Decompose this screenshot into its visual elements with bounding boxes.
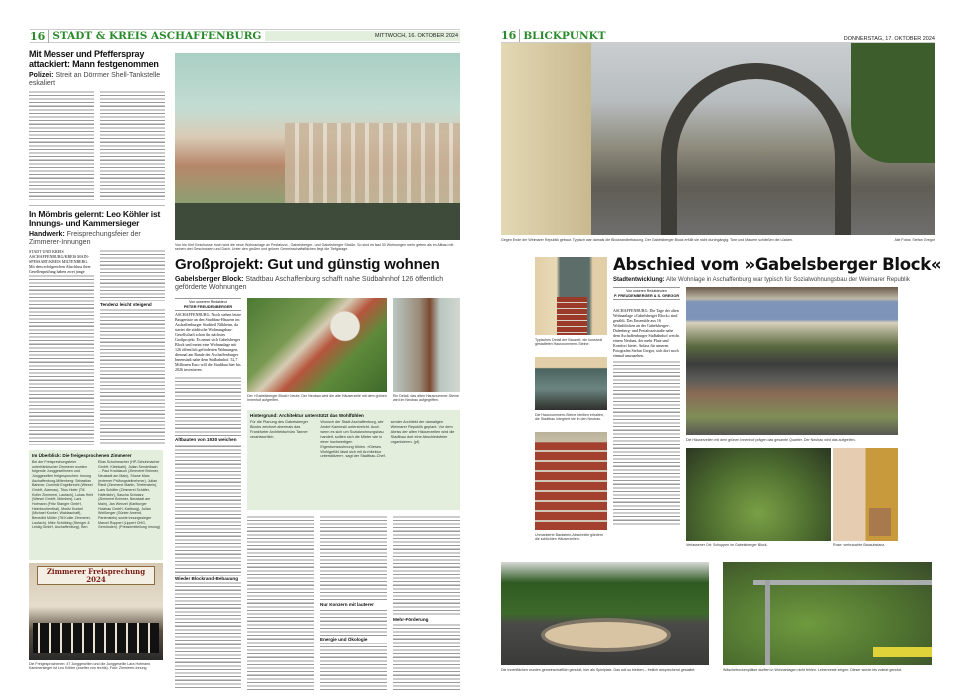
article-text-column — [100, 249, 165, 301]
photo-caption: Ein Detail, das alten Hausnummer-Steine wird im Neubau aufgegriffen. — [393, 394, 459, 403]
subheading: Energie und Ökologie — [320, 637, 387, 643]
section-title: STADT & KREIS ASCHAFFENBURG — [52, 30, 262, 42]
page-header-left — [30, 29, 460, 43]
zimmerer-banner: Zimmerer Freisprechung 2024 — [37, 566, 155, 585]
photo-caption: Die Innenflächen wurden gemeinschaftlich genutzt, hier als Spielplatz. Das soll so bleiben – freilich ansprechend gestaltet. — [501, 668, 696, 672]
photo-caption: Unmarkierte Backstein-Abschnitte gliedern die schlichten Häuserzeilen. — [535, 533, 603, 542]
photo-facade[interactable] — [833, 448, 898, 541]
section-title: BLICKPUNKT — [523, 29, 606, 42]
article-messer — [29, 50, 165, 200]
photo-caption: Die Freigesprochenen: 47 Junggesellen und die Junggesellin Lara Hofmann. Kammersieger ist Leo Köhler (zweiter von rechts). Foto: Zimmerer-Innung — [29, 662, 152, 671]
subheading: Wieder Blockrand-Bebauung — [175, 576, 241, 582]
photo-hausnummer-stone[interactable] — [535, 357, 607, 410]
headline-abschied[interactable]: Abschied vom »Gabelsberger Block« — [613, 255, 942, 274]
article-text-column — [175, 376, 241, 690]
photo-woman-hausnummer[interactable] — [393, 298, 460, 392]
article-moembris — [29, 210, 165, 445]
article-text-column — [29, 90, 94, 200]
photo-sandpit[interactable] — [501, 562, 709, 665]
dachzeile-messer: Polizei: Streit an Dörrmer Shell-Tankstelle eskaliert — [29, 71, 161, 87]
article-lead: ASCHAFFENBURG. Noch stehen letzte Baugerüste an den Stadtbau-Häusern im Aschaffenburger Stadtteil Nilkheim, da startet die städtische Wohnungsbau-Gesellschaft schon ihr nächstes Großprojekt. Es nennt sich Gabelsberger Block und meint eine Wohnanlage mit 126 öffentlich geförderten Wohnungen, diesmal am Rande der Aschaffenburger Innenstadt nahe dem Südbahnhof. 52,7 Millionen Euro will die Stadtbau hier bis 2026 investieren. — [175, 312, 241, 372]
article-text-column — [393, 515, 460, 690]
photo-caption: Die Häuserzeilen mit dem grünen Innenhof prägen das gesamte Quartier. Der Neubau wird das aufgreifen. — [686, 438, 856, 442]
article-text-column — [613, 360, 680, 525]
page-number: 16 — [501, 29, 520, 42]
photo-caption: Rose: verbrauchte Bausubstanz. — [833, 543, 886, 547]
photo-caption: Gegen Ende der Weimarer Republik gebaut. Typisch war damals die Blockrandbebauung. Der Gabelsberger Block erfüllt sie nicht durchgängig. Tore und Mauern schließen die Lücken. — [501, 238, 794, 242]
article-text-column — [247, 515, 314, 690]
photo-street-sign[interactable] — [535, 257, 607, 335]
article-text-column — [100, 308, 165, 445]
photo-gateway[interactable] — [501, 43, 935, 235]
page-number: 16 — [30, 30, 49, 43]
background-box: Hintergrund: Architektur unterstützt das Wohlfühlen Für die Planung des Gabelsberger Blocks zeichnet abermals das Frankfurter Architekturbüro Tanner verantwortlich. Wunsch der Stadt Aschaffenburg, wie André Kaminski unterstreicht. Auch wenn es sich um Sozialwohnungsbau handelt, sollten sich die Mieter wie in einer hochwertigen Eigentumswohnung fühlen. »Dieses Wohlgefühl lässt sich mit Architektur unterstützen«, sagt der Stadtbau-Chef. sender Architekt der damaligen Weimarer Republik geplant. Vor dem Abriss der alten Häuserzeilen wird die Stadtbau dort eine Abschiedsfeier organisieren. (pf) — [247, 410, 460, 510]
photo-caption: Wäschetrockenplätze durften in Wohnanlagen nicht fehlen. Leinenreste zeigen: Dieser wurde bis zuletzt genutzt. — [723, 668, 903, 672]
article-lead: ASCHAFFENBURG. Die Tage der alten Wohnanlage »Gabelsberger Block« sind gezählt. Das Ensemble aus 16 Wohnblöcken an der Gabelsberger-, Dalenberg- und Pestalozzistraße nahe dem Aschaffenburger Südbahnhof weicht einem Neubau, der mehr Platz und Komfort bietet. Anlass für unseren Fotografen Stefan Gregor, sich dort noch einmal umzusehen. — [613, 308, 680, 358]
headline-messer[interactable]: Mit Messer und Pfefferspray attackiert: Mann festgenommen — [29, 49, 159, 69]
headline-grossprojekt[interactable]: Großprojekt: Gut und günstig wohnen — [175, 256, 440, 273]
dachzeile-handwerk: Handwerk: Freisprechungsfeier der Zimmerer-Innungen — [29, 230, 141, 246]
aerial-photo-block[interactable] — [686, 287, 898, 435]
byline: Von unserem Redakteur PETER FREUDENBERGER — [175, 298, 241, 311]
aerial-photo-gabelsberger[interactable] — [247, 298, 387, 392]
byline: Von unseren Redakteuren P. FREUDENBERGER & S. GREGOR — [613, 287, 680, 300]
photo-caption: Verlassener Ort: Schuppen im Gabelsberger Block. — [686, 543, 768, 547]
rendering-photo-neubau[interactable] — [175, 53, 460, 240]
page-header-right — [501, 29, 935, 43]
photo-clothesline[interactable] — [723, 562, 932, 665]
article-grossprojekt-head — [175, 257, 460, 292]
article-text-column — [29, 274, 94, 445]
divider — [29, 205, 165, 206]
dachzeile-gabelsberger: Gabelsberger Block: Stadtbau Aschaffenburg schafft nahe Südbahnhof 126 öffentlich geförderte Wohnungen — [175, 275, 444, 291]
subheading: Tendenz leicht steigend — [100, 302, 165, 308]
subheading: Nur Konzern mit lauterer — [320, 602, 387, 608]
article-lead: STADT UND KREIS ASCHAFFENBURG/KREIS MAIN-SPESSART/KREIS MILTENBERG. Mit dem erfolgreichen Abschluss ihrer Gesellenprüfung haben zwei junge — [29, 249, 94, 273]
headline-moembris[interactable]: In Mömbris gelernt: Leo Köhler ist Innungs- und Kammersieger — [29, 209, 161, 229]
page-date: MITTWOCH, 16. OKTOBER 2024 — [374, 33, 458, 39]
photo-caption: Typisches Detail der Bauzeit: die kunstvoll gestalteten Hausnummern-Steine. — [535, 338, 603, 347]
overview-box: Im Überblick: Die freigesprochenen Zimmerer Bei der Freisprechungsfeier unterfränkischer Zimmerer wurden folgende Junggesellinnen und Junggesellen freigesprochen: Innung Aschaffenburg-Miltenberg: Sebastian Bahmer, Dominik Engelbrecht (Wiesel GmbH, Alzenau), Titus Hofer (Till Koller Zimmerei, Laufach), Lukas Hehl (Wiesel GmbH, Mömbris), Lars Hofmann (Fritz Stanger GmbH, Heimbuchenthal), Moritz Kunkel (Michael Kunkel, Waldaschaff), Benedikt Müller (Till Koller Zimmerei, Laufach), Mike Schöbing (Stenger & Leidig GmbH, Aschaffenburg), Ben Elias Schuhmacher (HP-Schuhmacher GmbH, Kleinkahl), Julian Sendelbach ... Paul Knoblauch (Zimmerei Brönner, Neustadt am Main), Shane Marc (externer Prüfungsteilnehmer), Julian Riedl (Zimmerei Martin, Triefenstein), Lars Schäfer (Zimmerei Schäfer, Hafenlohr), Sascha Schwarz (Zimmerei Brönner, Neustadt am Main), Jan Wenzel (Karlburger Holzbau GmbH, Karlburg), Julian Weißenger (Günter Amend, Partenstein) sowie Innungssieger Marcel Roppert (Lippert OHG, Gemünden). (Pressemitteilung Innung) — [29, 450, 163, 560]
zimmerer-group-photo[interactable] — [29, 563, 163, 660]
photo-caption: Von bis fünf Geschosse hoch wird die neue Wohnanlage an Pestalozzi-, Gabelsberger- und Gabelsberger Straße. So sind es fast 30 Wohnungen mehr geben als im Altbau mit seinen drei Geschossen und Dach. Unter den großen und grünen Gemeinschaftsflächen liegt die Tiefgarage. — [175, 243, 454, 252]
photo-credit: Alle Fotos: Stefan Gregor — [894, 238, 935, 242]
page-date: DONNERSTAG, 17. OKTOBER 2024 — [843, 35, 935, 42]
article-text-column — [100, 90, 165, 200]
subheading: Mehr-Förderung — [393, 617, 460, 623]
dachzeile-stadtentwicklung: Stadtentwicklung: Alte Wohnlage in Aschaffenburg war typisch für Sozialwohnungsbau der Weimarer Republik — [613, 277, 910, 283]
photo-caption: Der »Gabelsberger Block« heute: Der Neubau wird die alte Häuserzeile mit dem grünen Innenhof aufgreifen. — [247, 394, 387, 403]
subheading: Altbauten von 1930 weichen — [175, 437, 241, 443]
photo-brick-wall[interactable] — [535, 432, 607, 530]
photo-overgrown-shed[interactable] — [686, 448, 831, 541]
photo-caption: Die Hausnummern-Steine bleiben erhalten, die Stadtbau integriert sie in den Neubau. — [535, 413, 604, 422]
